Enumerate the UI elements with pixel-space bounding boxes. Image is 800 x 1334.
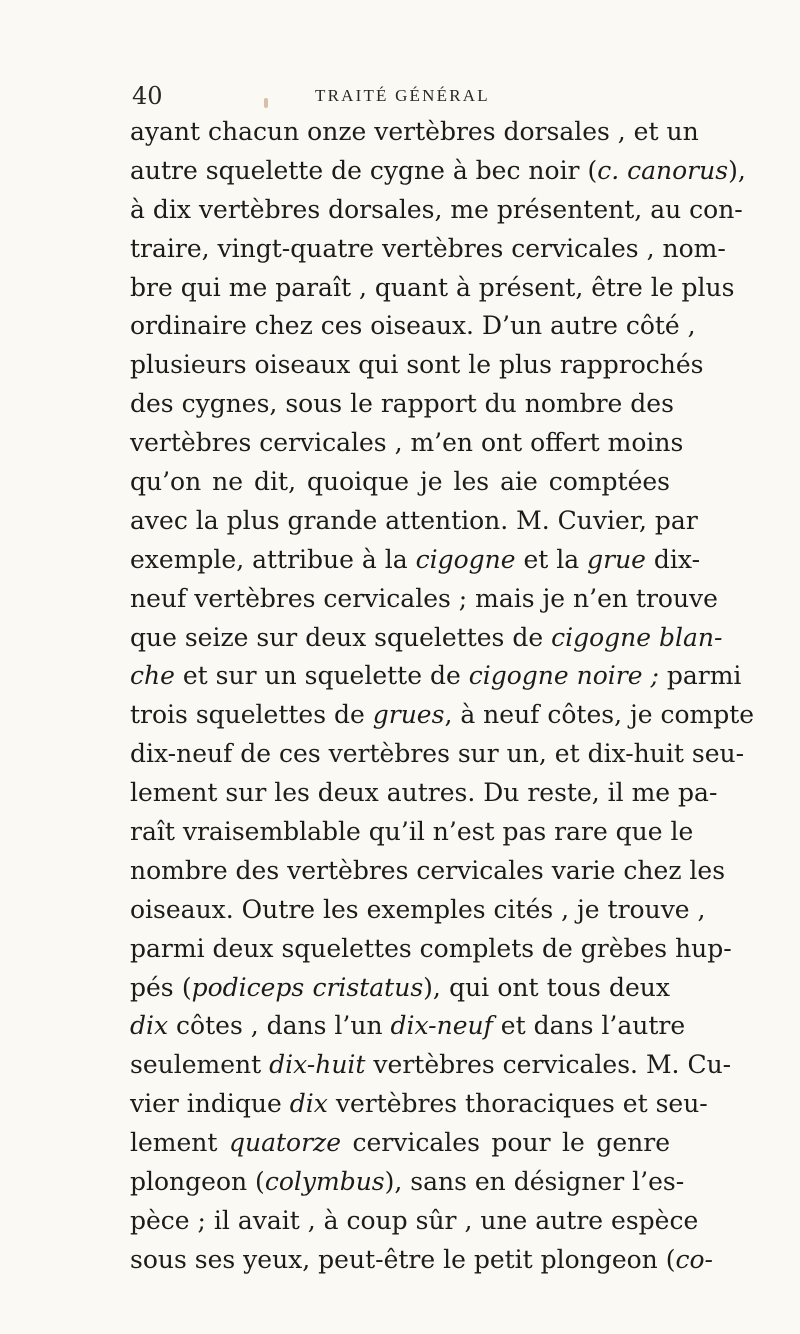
italic-run: c. canorus [597,155,729,185]
text-line [130,463,670,502]
text-line [130,385,674,424]
text-run: ), [728,155,746,185]
italic-run: cigogne blan- [551,622,723,652]
text-run: des cygnes, sous le rapport du nombre des [130,389,674,419]
text-line [130,1085,708,1124]
text-run: seulement [130,1050,270,1080]
text-line [130,152,746,191]
text-run: parmi [658,661,742,691]
ink-mark [264,98,268,108]
text-line [130,735,745,774]
text-run: à dix vertèbres dorsales, me présentent, au con- [130,194,743,224]
text-line [130,969,670,1008]
italic-run: podiceps cristatus [191,972,424,1002]
italic-run: cigogne noire ; [468,661,659,691]
text-line [130,891,706,930]
italic-run: dix-huit [269,1050,366,1080]
text-run: lement [130,1128,229,1158]
text-line [130,696,755,735]
text-line [130,580,718,619]
text-line [130,930,732,969]
italic-run: quatorze [228,1128,341,1158]
text-run: parmi deux squelettes complets de grèbes hup- [130,933,732,963]
italic-run: dix [289,1089,328,1119]
text-run: vertèbres cervicales. M. Cu- [365,1050,732,1080]
text-run: qu’on ne dit, quoique je les aie comptées [130,467,670,497]
text-run: et la [515,544,588,574]
text-run: dix-neuf de ces vertèbres sur un, et dix-huit seu- [130,739,745,769]
text-run: et dans l’autre [492,1011,686,1041]
text-run: pés ( [130,972,192,1002]
text-run: et sur un squelette de [174,661,469,691]
text-line [130,191,743,230]
italic-run: co- [675,1244,713,1274]
text-line [130,1124,670,1163]
page-number: 40 [132,82,163,110]
text-line [130,1202,699,1241]
text-line [130,852,726,891]
body-text [130,113,755,1280]
text-run: nombre des vertèbres cervicales varie chez les [130,855,726,885]
text-line [130,1046,732,1085]
text-run: pèce ; il avait , à coup sûr , une autre espèce [130,1205,699,1235]
text-line [130,774,718,813]
text-line [130,619,723,658]
text-line [130,813,694,852]
text-run: vertèbres cervicales , m’en ont offert moins [130,428,684,458]
italic-run: grue [587,544,646,574]
text-line [130,113,699,152]
text-run: neuf vertèbres cervicales ; mais je n’en trouve [130,583,718,613]
text-line [130,502,698,541]
text-run: raît vraisemblable qu’il n’est pas rare que le [130,817,694,847]
text-line [130,1163,685,1202]
text-line [130,541,701,580]
italic-run: che [130,661,175,691]
text-run: exemple, attribue à la [130,544,416,574]
text-run: trois squelettes de [130,700,373,730]
text-run: ), sans en désigner l’es- [384,1167,685,1197]
text-run: ayant chacun onze vertèbres dorsales , et un [130,117,699,146]
text-run: que seize sur deux squelettes de [130,622,552,652]
text-line [130,230,726,269]
running-title: TRAITÉ GÉNÉRAL [315,86,490,105]
text-run: oiseaux. Outre les exemples cités , je trouve , [130,894,706,924]
text-line [130,307,696,346]
italic-run: cigogne [415,544,516,574]
text-line [130,346,704,385]
page-header [130,82,660,116]
text-run: plongeon ( [130,1167,265,1197]
text-run: vier indique [130,1089,290,1119]
text-run: dix- [645,544,701,574]
text-run: vertèbres thoraciques et seu- [327,1089,708,1119]
text-run: , à neuf côtes, je compte [444,700,755,730]
text-run: cervicales pour le genre [341,1128,670,1158]
text-run: ), qui ont tous deux [423,972,670,1002]
italic-run: colymbus [264,1167,385,1197]
text-line [130,657,742,696]
italic-run: grues [372,700,445,730]
text-run: plusieurs oiseaux qui sont le plus rapprochés [130,350,704,380]
text-run: traire, vingt-quatre vertèbres cervicales , nom- [130,233,726,263]
text-line [130,1241,713,1280]
italic-run: dix [130,1011,169,1041]
text-line [130,269,735,308]
text-run: sous ses yeux, peut-être le petit plongeon ( [130,1244,676,1274]
text-run: ordinaire chez ces oiseaux. D’un autre côté , [130,311,696,341]
text-run: avec la plus grande attention. M. Cuvier, par [130,505,698,535]
text-run: autre squelette de cygne à bec noir ( [130,155,598,185]
text-run: lement sur les deux autres. Du reste, il me pa- [130,778,718,808]
italic-run: dix-neuf [390,1011,493,1041]
text-run: côtes , dans l’un [168,1011,391,1041]
text-line [130,1007,686,1046]
text-run: bre qui me paraît , quant à présent, être le plus [130,272,735,302]
text-line [130,424,684,463]
